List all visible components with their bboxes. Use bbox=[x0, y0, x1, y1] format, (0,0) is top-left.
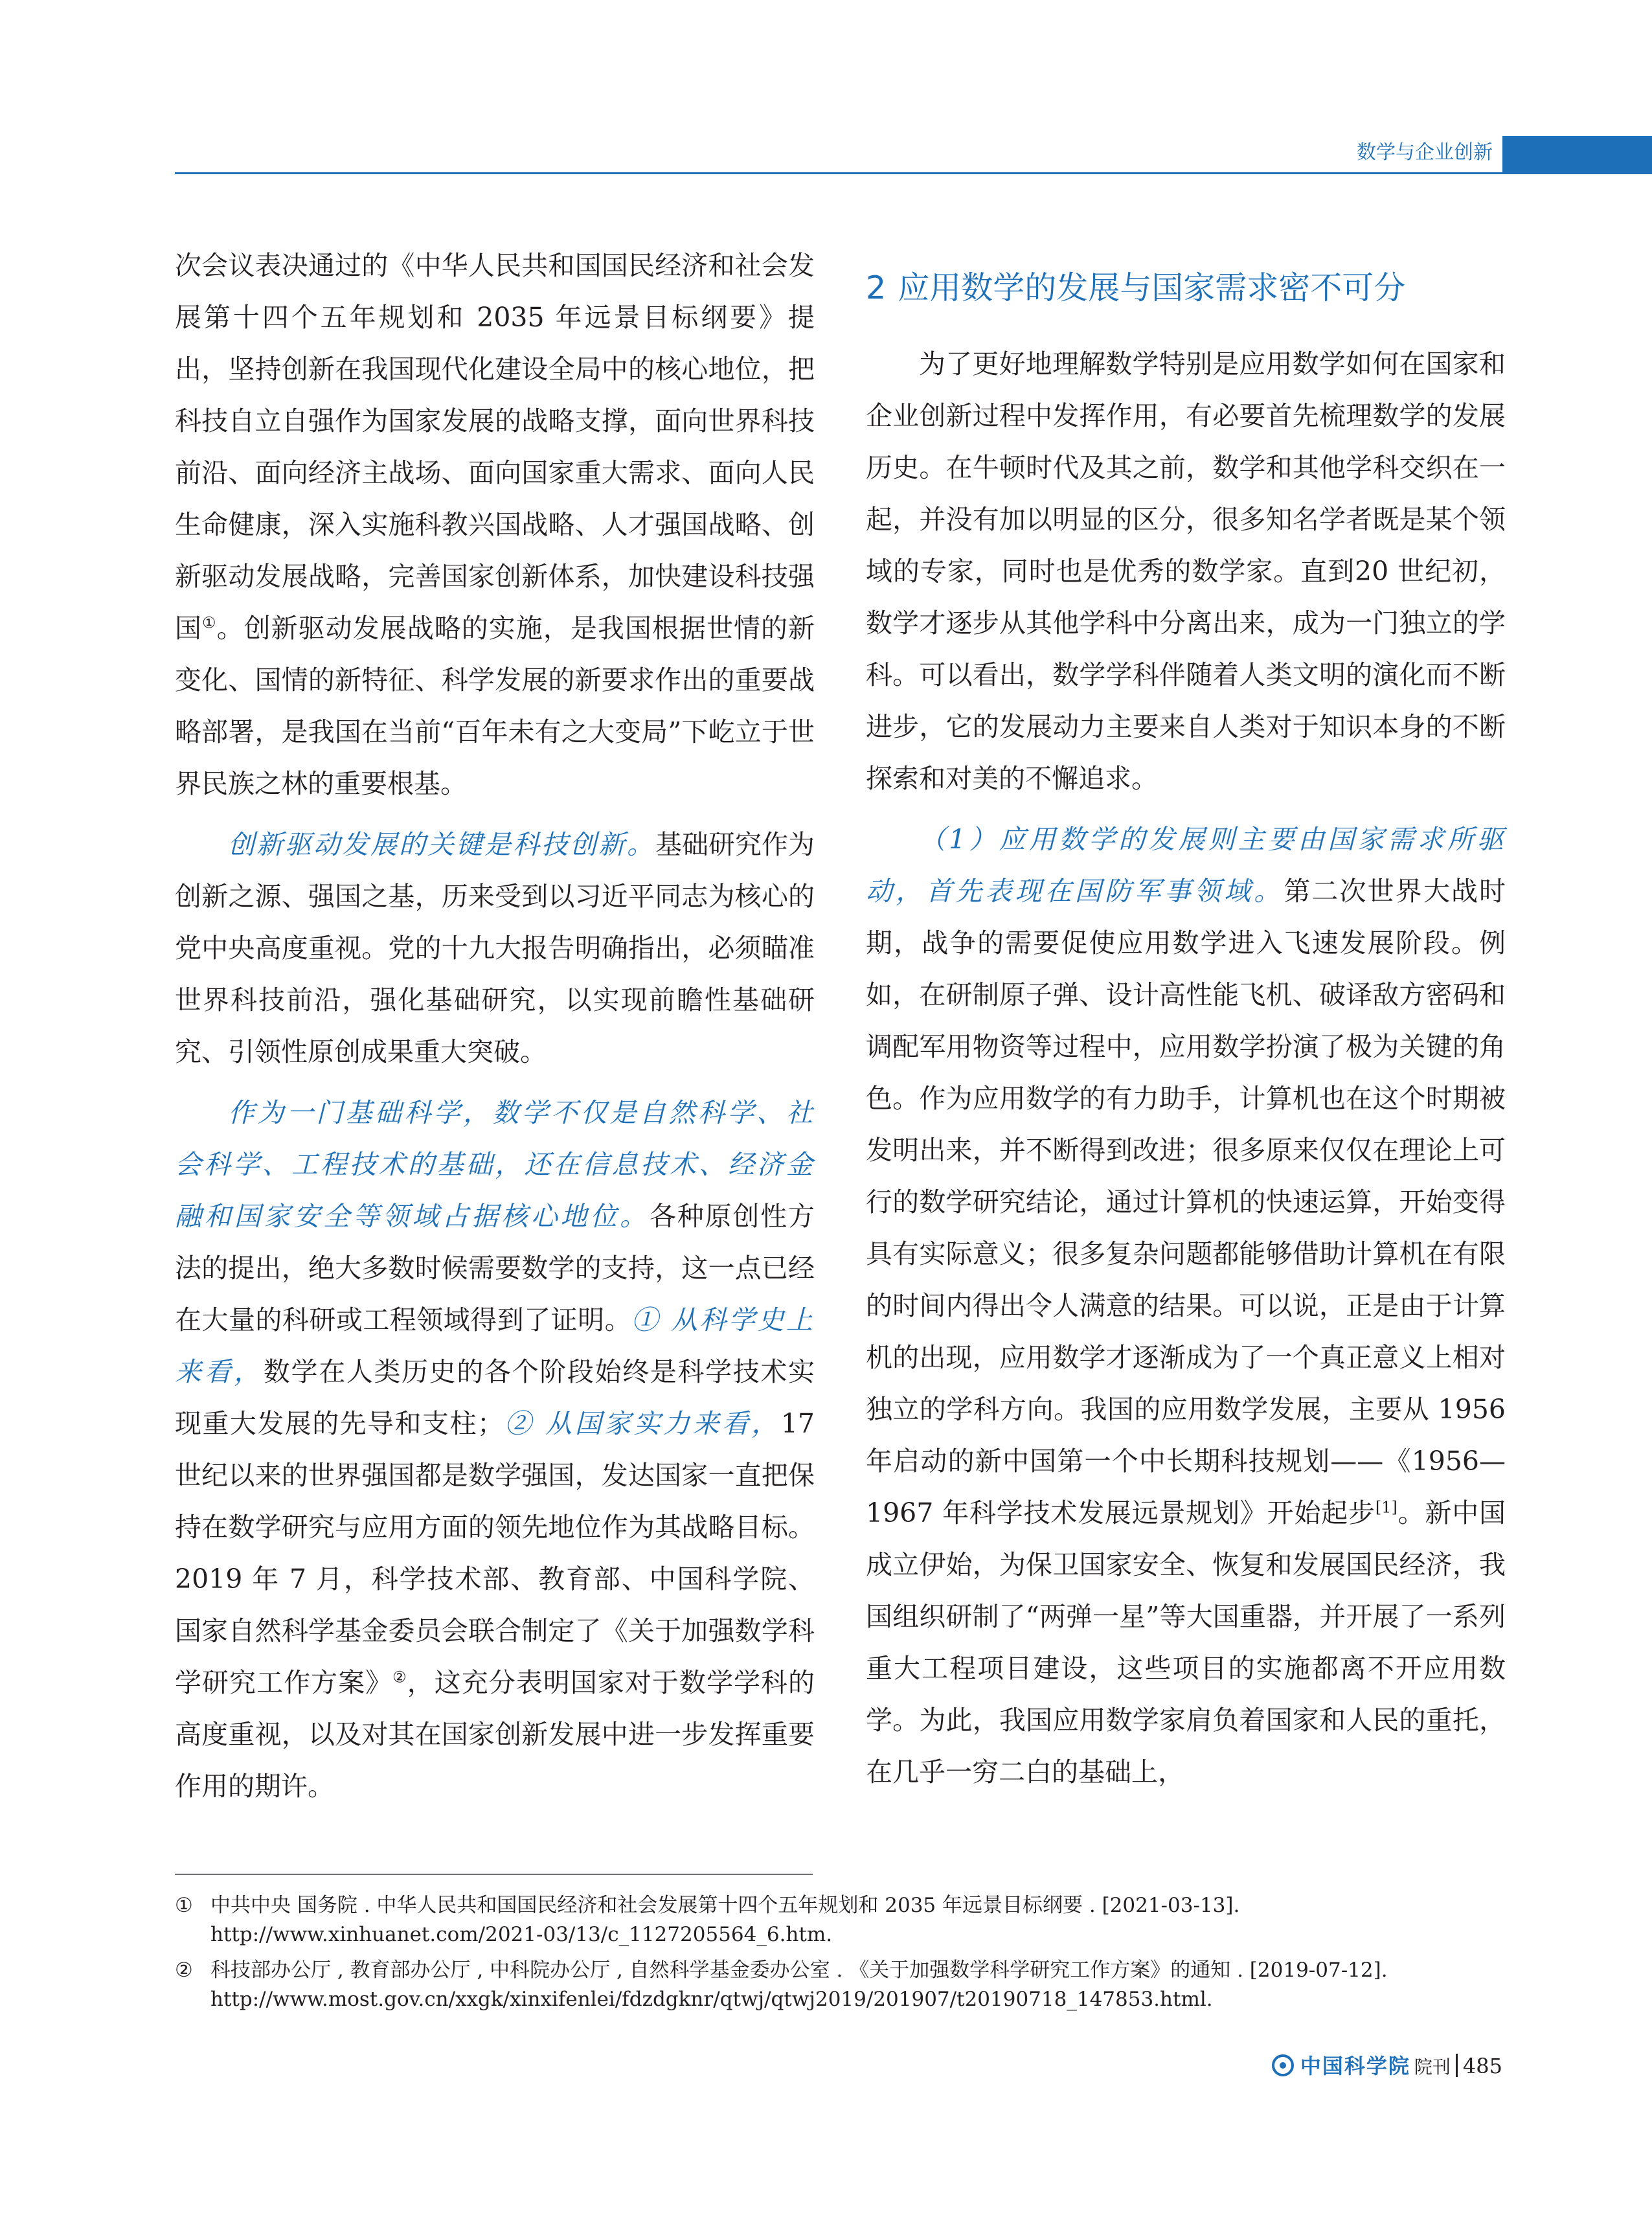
footnote-1 bbox=[175, 1891, 1502, 1949]
footnote-marker: ② bbox=[175, 1959, 193, 1982]
section-title: 应用数学的发展与国家需求密不可分 bbox=[898, 269, 1406, 306]
footnote-ref[interactable]: ① bbox=[202, 613, 217, 632]
highlighted-phrase: ① 从科学史上来看， bbox=[175, 1304, 815, 1387]
page-footer bbox=[1263, 2050, 1502, 2082]
journal-subtitle: 院刊 bbox=[1414, 2056, 1451, 2078]
journal-name: 中国科学院 bbox=[1300, 2054, 1410, 2078]
running-header-title: 数学与企业创新 bbox=[1357, 141, 1493, 164]
citation-ref[interactable]: [1] bbox=[1375, 1498, 1397, 1517]
footnote-2 bbox=[175, 1956, 1502, 2014]
paragraph: 创新驱动发展的关键是科技创新。基础研究作为创新之源、强国之基，历来受到以习近平同志为核心的党中央高度重视。党的十九大报告明确指出，必须瞄准世界科技前沿，强化基础研究，以实现前瞻性基础研究、引领性原创成果重大突破。 bbox=[175, 829, 815, 1067]
footnote-text: 中共中央 国务院 . 中华人民共和国国民经济和社会发展第十四个五年规划和 2035 年远景目标纲要 . [2021-03-13]. http://www.xinhuanet.com/2021-03/13/c_1127205564_6.htm. bbox=[210, 1894, 1240, 1946]
left-column bbox=[175, 240, 815, 1812]
highlighted-sentence: 作为一门基础科学，数学不仅是自然科学、社会科学、工程技术的基础，还在信息技术、经济金融和国家安全等领域占据核心地位。 bbox=[175, 1097, 815, 1232]
paragraph: 为了更好地理解数学特别是应用数学如何在国家和企业创新过程中发挥作用，有必要首先梳理数学的发展历史。在牛顿时代及其之前，数学和其他学科交织在一起，并没有加以明显的区分，很多知名学者既是某个领域的专家，同时也是优秀的数学家。直到20 世纪初，数学才逐步从其他学科中分离出来，成为一门独立的学科。可以看出，数学学科伴随着人类文明的演化而不断进步，它的发展动力主要来自人类对于知识本身的不断探索和对美的不懈追求。 bbox=[866, 348, 1506, 794]
highlighted-phrase: ② 从国家实力来看， bbox=[503, 1408, 781, 1439]
paragraph: （1）应用数学的发展则主要由国家需求所驱动，首先表现在国防军事领域。第二次世界大战时期，战争的需要促使应用数学进入飞速发展阶段。例如，在研制原子弹、设计高性能飞机、破译敌方密码和调配军用物资等过程中，应用数学扮演了极为关键的角色。作为应用数学的有力助手，计算机也在这个时期被发明出来，并不断得到改进；很多原来仅仅在理论上可行的数学研究结论，通过计算机的快速运算，开始变得具有实际意义；很多复杂问题都能够借助计算机在有限的时间内得出令人满意的结果。可以说，正是由于计算机的出现，应用数学才逐渐成为了一个真正意义上相对独立的学科方向。我国的应用数学发展，主要从 1956 年启动的新中国第一个中长期科技规划——《1956—1967 年科学技术发展远景规划》开始起步[1]。新中国成立伊始，为保卫国家安全、恢复和发展国民经济，我国组织研制了“两弹一星”等大国重器，并开展了一系列重大工程项目建设，这些项目的实施都离不开应用数学。为此，我国应用数学家肩负着国家和人民的重托，在几乎一穷二白的基础上， bbox=[866, 824, 1506, 1788]
paragraph: 次会议表决通过的《中华人民共和国国民经济和社会发展第十四个五年规划和 2035 年远景目标纲要》提出，坚持创新在我国现代化建设全局中的核心地位，把科技自立自强作为国家发展的战略支撑，面向世界科技前沿、面向经济主战场、面向国家重大需求、面向人民生命健康，深入实施科教兴国战略、人才强国战略、创新驱动发展战略，完善国家创新体系，加快建设科技强国①。创新驱动发展战略的实施，是我国根据世情的新变化、国情的新特征、科学发展的新要求作出的重要战略部署，是我国在当前“百年未有之大变局”下屹立于世界民族之林的重要根基。 bbox=[175, 250, 815, 799]
footnote-rule bbox=[175, 1874, 813, 1875]
section-heading bbox=[866, 266, 1506, 311]
footnote-ref[interactable]: ② bbox=[392, 1668, 407, 1687]
section-number: 2 bbox=[866, 269, 887, 306]
highlighted-sentence: （1）应用数学的发展则主要由国家需求所驱动，首先表现在国防军事领域。 bbox=[866, 824, 1506, 907]
footnote-marker: ① bbox=[175, 1894, 193, 1917]
paragraph: 作为一门基础科学，数学不仅是自然科学、社会科学、工程技术的基础，还在信息技术、经济金融和国家安全等领域占据核心地位。各种原创性方法的提出，绝大多数时候需要数学的支持，这一点已经在大量的科研或工程领域得到了证明。① 从科学史上来看，数学在人类历史的各个阶段始终是科学技术实现重大发展的先导和支柱；② 从国家实力来看，17 世纪以来的世界强国都是数学强国，发达国家一直把保持在数学研究与应用方面的领先地位作为其战略目标。2019 年 7 月，科学技术部、教育部、中国科学院、国家自然科学基金委员会联合制定了《关于加强数学科学研究工作方案》②，这充分表明国家对于数学学科的高度重视，以及对其在国家创新发展中进一步发挥重要作用的期许。 bbox=[175, 1097, 815, 1802]
page-number: 485 bbox=[1462, 2054, 1502, 2078]
highlighted-sentence: 创新驱动发展的关键是科技创新。 bbox=[228, 829, 655, 860]
header-rule bbox=[175, 172, 1502, 174]
header-accent-block bbox=[1502, 136, 1652, 174]
right-column bbox=[866, 240, 1506, 1798]
cas-logo-icon bbox=[1272, 2054, 1294, 2076]
footnote-text: 科技部办公厅 , 教育部办公厅 , 中科院办公厅 , 自然科学基金委办公室 . 《关于加强数学科学研究工作方案》的通知 . [2019-07-12]. http://www.most.gov.cn/xxgk/xinxifenlei/fdzdgknr/qtwj/qtwj2019/201907/t20190718_147853.html. bbox=[210, 1959, 1388, 2011]
footer-separator bbox=[1456, 2054, 1458, 2077]
